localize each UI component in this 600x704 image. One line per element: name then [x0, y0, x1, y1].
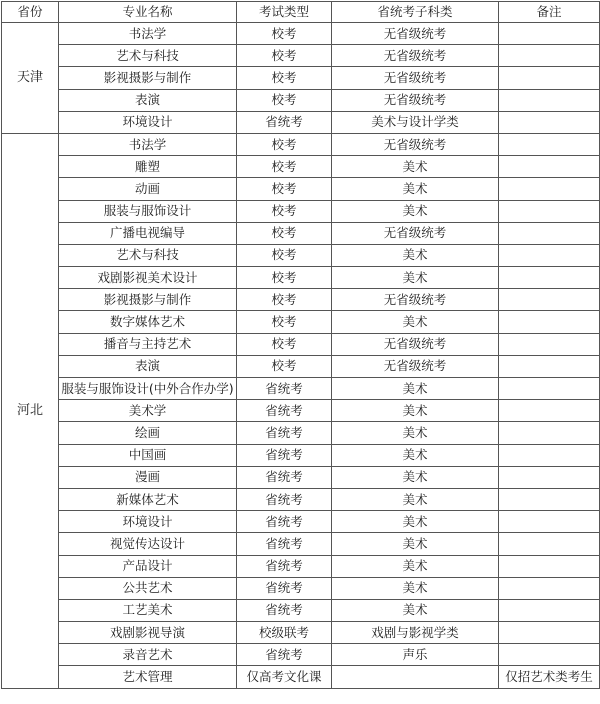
note-cell [499, 599, 600, 621]
subject-cell: 无省级统考 [332, 133, 499, 155]
province-cell: 河北 [2, 133, 59, 688]
note-cell [499, 378, 600, 400]
table-row [2, 422, 600, 444]
subject-cell: 无省级统考 [332, 289, 499, 311]
note-cell [499, 200, 600, 222]
exam-type-cell: 省统考 [237, 111, 332, 133]
exam-type-cell: 省统考 [237, 400, 332, 422]
major-cell: 戏剧影视美术设计 [59, 267, 237, 289]
table-row [2, 666, 600, 688]
exam-type-cell: 校考 [237, 156, 332, 178]
major-cell: 服装与服饰设计 [59, 200, 237, 222]
major-cell: 书法学 [59, 133, 237, 155]
major-cell: 产品设计 [59, 555, 237, 577]
major-cell: 公共艺术 [59, 577, 237, 599]
subject-cell: 无省级统考 [332, 355, 499, 377]
note-cell [499, 422, 600, 444]
header-major: 专业名称 [59, 2, 237, 23]
major-cell: 视觉传达设计 [59, 533, 237, 555]
major-cell: 漫画 [59, 466, 237, 488]
major-cell: 播音与主持艺术 [59, 333, 237, 355]
exam-type-cell: 校考 [237, 200, 332, 222]
subject-cell: 美术 [332, 488, 499, 510]
note-cell [499, 156, 600, 178]
major-cell: 环境设计 [59, 111, 237, 133]
major-cell: 艺术管理 [59, 666, 237, 688]
table-row [2, 333, 600, 355]
exam-type-cell: 校考 [237, 355, 332, 377]
subject-cell: 无省级统考 [332, 89, 499, 111]
note-cell [499, 178, 600, 200]
table-row [2, 511, 600, 533]
note-cell [499, 333, 600, 355]
province-cell: 天津 [2, 23, 59, 134]
major-cell: 动画 [59, 178, 237, 200]
exam-type-cell: 校考 [237, 244, 332, 266]
note-cell [499, 488, 600, 510]
note-cell [499, 400, 600, 422]
table-row [2, 533, 600, 555]
subject-cell: 无省级统考 [332, 67, 499, 89]
exam-type-cell: 校级联考 [237, 622, 332, 644]
table-row [2, 222, 600, 244]
note-cell [499, 466, 600, 488]
subject-cell: 无省级统考 [332, 23, 499, 45]
subject-cell: 美术 [332, 444, 499, 466]
subject-cell: 美术与设计学类 [332, 111, 499, 133]
major-cell: 雕塑 [59, 156, 237, 178]
note-cell [499, 533, 600, 555]
table-row [2, 311, 600, 333]
note-cell [499, 133, 600, 155]
major-cell: 戏剧影视导演 [59, 622, 237, 644]
subject-cell: 美术 [332, 200, 499, 222]
note-cell [499, 244, 600, 266]
major-cell: 影视摄影与制作 [59, 67, 237, 89]
exam-type-cell: 校考 [237, 222, 332, 244]
subject-cell: 美术 [332, 267, 499, 289]
exam-type-cell: 校考 [237, 289, 332, 311]
subject-cell: 声乐 [332, 644, 499, 666]
note-cell [499, 67, 600, 89]
note-cell [499, 355, 600, 377]
exam-type-cell: 校考 [237, 178, 332, 200]
exam-type-cell: 校考 [237, 67, 332, 89]
table-row [2, 466, 600, 488]
note-cell [499, 622, 600, 644]
table-row [2, 355, 600, 377]
table-row [2, 89, 600, 111]
note-cell [499, 89, 600, 111]
header-subject: 省统考子科类 [332, 2, 499, 23]
table-body [2, 23, 600, 689]
exam-type-cell: 省统考 [237, 577, 332, 599]
note-cell [499, 23, 600, 45]
note-cell [499, 222, 600, 244]
header-row [2, 2, 600, 23]
subject-cell [332, 666, 499, 688]
subject-cell: 无省级统考 [332, 45, 499, 67]
table-row [2, 622, 600, 644]
major-cell: 表演 [59, 355, 237, 377]
major-cell: 影视摄影与制作 [59, 289, 237, 311]
header-note: 备注 [499, 2, 600, 23]
table-row [2, 599, 600, 621]
note-cell [499, 644, 600, 666]
table-row [2, 488, 600, 510]
table-row [2, 45, 600, 67]
table-row [2, 400, 600, 422]
exam-type-cell: 省统考 [237, 466, 332, 488]
major-cell: 环境设计 [59, 511, 237, 533]
table-row [2, 200, 600, 222]
major-cell: 中国画 [59, 444, 237, 466]
note-cell [499, 511, 600, 533]
table-row [2, 378, 600, 400]
subject-cell: 美术 [332, 599, 499, 621]
table-row [2, 23, 600, 45]
table-row [2, 555, 600, 577]
major-cell: 新媒体艺术 [59, 488, 237, 510]
exam-type-cell: 校考 [237, 89, 332, 111]
header-province: 省份 [2, 2, 59, 23]
subject-cell: 美术 [332, 311, 499, 333]
major-cell: 服装与服饰设计(中外合作办学) [59, 378, 237, 400]
exam-type-cell: 省统考 [237, 644, 332, 666]
table-row [2, 644, 600, 666]
majors-table [1, 1, 600, 689]
subject-cell: 美术 [332, 555, 499, 577]
exam-type-cell: 省统考 [237, 555, 332, 577]
major-cell: 表演 [59, 89, 237, 111]
table-row [2, 244, 600, 266]
note-cell [499, 111, 600, 133]
subject-cell: 无省级统考 [332, 333, 499, 355]
table-row [2, 289, 600, 311]
major-cell: 广播电视编导 [59, 222, 237, 244]
subject-cell: 美术 [332, 244, 499, 266]
exam-type-cell: 校考 [237, 267, 332, 289]
exam-type-cell: 省统考 [237, 422, 332, 444]
table-row [2, 111, 600, 133]
note-cell [499, 444, 600, 466]
exam-type-cell: 省统考 [237, 533, 332, 555]
exam-type-cell: 省统考 [237, 444, 332, 466]
table-row [2, 577, 600, 599]
subject-cell: 美术 [332, 511, 499, 533]
exam-type-cell: 校考 [237, 45, 332, 67]
note-cell: 仅招艺术类考生 [499, 666, 600, 688]
major-cell: 工艺美术 [59, 599, 237, 621]
major-cell: 绘画 [59, 422, 237, 444]
major-cell: 数字媒体艺术 [59, 311, 237, 333]
major-cell: 美术学 [59, 400, 237, 422]
note-cell [499, 577, 600, 599]
note-cell [499, 555, 600, 577]
table-row [2, 133, 600, 155]
major-cell: 艺术与科技 [59, 244, 237, 266]
note-cell [499, 311, 600, 333]
exam-type-cell: 省统考 [237, 488, 332, 510]
subject-cell: 美术 [332, 156, 499, 178]
note-cell [499, 289, 600, 311]
table-row [2, 267, 600, 289]
exam-type-cell: 省统考 [237, 378, 332, 400]
subject-cell: 美术 [332, 400, 499, 422]
header-exam-type: 考试类型 [237, 2, 332, 23]
major-cell: 书法学 [59, 23, 237, 45]
subject-cell: 美术 [332, 577, 499, 599]
major-cell: 艺术与科技 [59, 45, 237, 67]
table-row [2, 67, 600, 89]
exam-type-cell: 校考 [237, 333, 332, 355]
subject-cell: 美术 [332, 178, 499, 200]
exam-type-cell: 校考 [237, 23, 332, 45]
exam-type-cell: 省统考 [237, 511, 332, 533]
subject-cell: 美术 [332, 466, 499, 488]
exam-type-cell: 校考 [237, 311, 332, 333]
subject-cell: 美术 [332, 533, 499, 555]
major-cell: 录音艺术 [59, 644, 237, 666]
subject-cell: 美术 [332, 422, 499, 444]
exam-type-cell: 仅高考文化课 [237, 666, 332, 688]
note-cell [499, 267, 600, 289]
table-row [2, 444, 600, 466]
subject-cell: 无省级统考 [332, 222, 499, 244]
table-row [2, 178, 600, 200]
exam-type-cell: 校考 [237, 133, 332, 155]
subject-cell: 戏剧与影视学类 [332, 622, 499, 644]
table-row [2, 156, 600, 178]
exam-type-cell: 省统考 [237, 599, 332, 621]
note-cell [499, 45, 600, 67]
subject-cell: 美术 [332, 378, 499, 400]
